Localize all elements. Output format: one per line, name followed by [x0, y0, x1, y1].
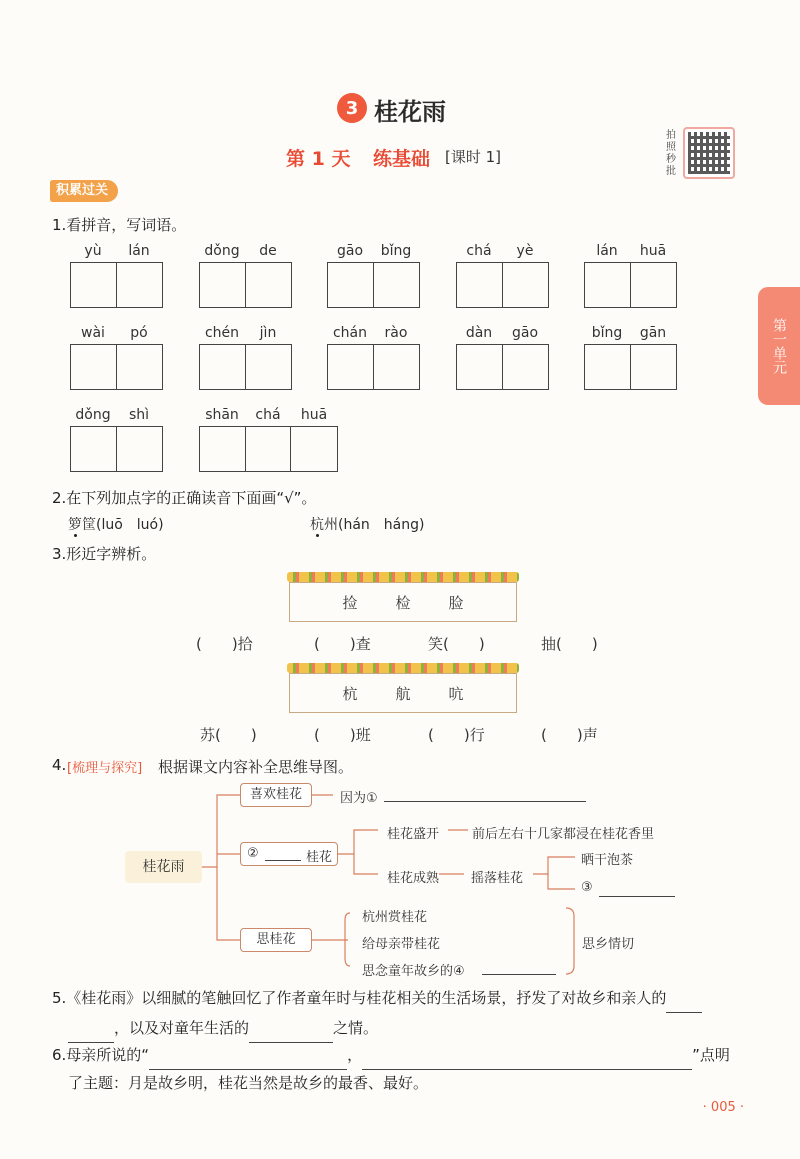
q5-text: 5.《桂花雨》以细腻的笔触回忆了作者童年时与桂花相关的生活场景，抒发了对故乡和亲人的 [52, 989, 667, 1007]
char: 航 [395, 684, 411, 703]
q6-line-2: 了主题：月是故乡明，桂花当然是故乡的最香、最好。 [68, 1074, 429, 1092]
emphasis-dot [316, 534, 319, 537]
blank-3-label: ③ [581, 880, 593, 895]
q4-tag: [梳理与探究] [67, 761, 143, 776]
pinyin-syllable: chá [255, 407, 281, 423]
writing-cell[interactable] [328, 345, 374, 389]
node2-prefix: ② [247, 846, 259, 861]
writing-cell[interactable] [71, 263, 117, 307]
pinyin-syllable: yè [516, 243, 534, 259]
ripe-label: 桂花成熟 [387, 871, 440, 886]
writing-box[interactable] [327, 344, 420, 390]
bloom-label: 桂花盛开 [387, 827, 440, 842]
writing-box[interactable] [70, 426, 163, 472]
pinyin-syllable: wài [81, 325, 105, 341]
fill-blank[interactable]: ( )拾 [196, 635, 253, 653]
q6-line-1 [52, 1040, 730, 1070]
q2-item-2[interactable]: 杭州(hán háng) [310, 517, 425, 533]
writing-cell[interactable] [200, 427, 246, 471]
unit-tab[interactable]: 第一单元 [758, 287, 800, 405]
char: 检 [395, 593, 411, 612]
pinyin-syllable: gān [639, 325, 667, 341]
writing-cell[interactable] [503, 345, 549, 389]
pinyin-syllable: shān [205, 407, 239, 423]
qr-code[interactable] [683, 127, 735, 179]
char-box-2 [289, 673, 517, 713]
mindmap-node-miss: 思桂花 [240, 928, 312, 952]
q5-line-1 [52, 983, 716, 1013]
mindmap-node-like: 喜欢桂花 [240, 783, 312, 807]
pinyin-syllable: bǐng [380, 243, 412, 259]
writing-box[interactable] [584, 344, 677, 390]
writing-cell[interactable] [585, 263, 631, 307]
lesson-title: 桂花雨 [374, 98, 446, 126]
blank-3[interactable] [599, 882, 675, 897]
writing-cell[interactable] [328, 263, 374, 307]
bloom-detail: 前后左右十几家都浸在桂花香里 [472, 827, 655, 842]
lesson-number-badge: 3 [337, 93, 367, 123]
fill-blank[interactable]: ( )班 [314, 726, 371, 744]
q5-text: ，以及对童年生活的 [114, 1019, 250, 1037]
pinyin-syllable: bǐng [591, 325, 623, 341]
pinyin-syllable: pó [130, 325, 148, 341]
fill-blank[interactable]: ( )声 [541, 726, 598, 744]
writing-cell[interactable] [457, 345, 503, 389]
char: 捡 [342, 593, 358, 612]
pinyin-syllable: shì [128, 407, 150, 423]
pinyin-syllable: dàn [465, 325, 493, 341]
writing-box[interactable] [199, 426, 338, 472]
pinyin-syllable: huā [300, 407, 328, 423]
q4-title: 根据课文内容补全思维导图。 [158, 758, 354, 776]
pinyin-syllable: chén [204, 325, 240, 341]
writing-cell[interactable] [457, 263, 503, 307]
writing-box[interactable] [70, 344, 163, 390]
shake-label: 摇落桂花 [471, 871, 524, 886]
list-item: 杭州赏桂花 [362, 910, 428, 925]
qr-label: 拍照秒批 [666, 130, 676, 177]
blank-q5-1[interactable] [666, 998, 702, 1013]
pinyin-syllable: dǒng [204, 243, 240, 259]
blank-2[interactable] [265, 846, 301, 861]
writing-cell[interactable] [117, 345, 163, 389]
q4-number: 4. [52, 756, 67, 774]
pinyin-syllable: chán [332, 325, 368, 341]
q5-line-2 [68, 1013, 378, 1043]
flower-border [287, 663, 519, 673]
writing-cell[interactable] [374, 263, 420, 307]
writing-box[interactable] [584, 262, 677, 308]
fill-blank[interactable]: 苏( ) [200, 726, 257, 744]
char: 脸 [448, 593, 464, 612]
day-subtitle: 练基础 [373, 148, 431, 170]
pinyin-syllable: gāo [336, 243, 364, 259]
fill-blank[interactable]: ( )行 [428, 726, 485, 744]
q6-text: 6.母亲所说的“ [52, 1046, 150, 1064]
writing-cell[interactable] [246, 345, 292, 389]
blank-1[interactable] [384, 787, 586, 802]
q2-title: 2.在下列加点字的正确读音下面画“√”。 [52, 489, 317, 507]
writing-cell[interactable] [200, 263, 246, 307]
writing-cell[interactable] [631, 345, 677, 389]
fill-blank[interactable]: ( )查 [314, 635, 371, 653]
q3-title: 3.形近字辨析。 [52, 545, 157, 563]
writing-box[interactable] [199, 262, 292, 308]
q1-title: 1.看拼音，写词语。 [52, 216, 187, 234]
pinyin-syllable: rào [384, 325, 408, 341]
writing-box[interactable] [456, 262, 549, 308]
reason-label: 因为① [340, 791, 378, 806]
pinyin-syllable: jìn [259, 325, 277, 341]
list-item: 思念童年故乡的④ [362, 964, 465, 979]
writing-cell[interactable] [291, 427, 337, 471]
pinyin-syllable: lán [128, 243, 150, 259]
fill-blank[interactable]: 抽( ) [541, 635, 598, 653]
writing-cell[interactable] [631, 263, 677, 307]
writing-cell[interactable] [503, 263, 549, 307]
list-item: 给母亲带桂花 [362, 937, 441, 952]
period-label: [课时 1] [445, 148, 502, 166]
q6-text: ， [347, 1046, 363, 1064]
char-box-1 [289, 582, 517, 622]
pinyin-syllable: dǒng [75, 407, 111, 423]
flower-border [287, 572, 519, 582]
pinyin-syllable: huā [639, 243, 667, 259]
char: 吭 [448, 684, 464, 703]
page-number: · 005 · [702, 1100, 744, 1115]
char: 杭 [342, 684, 358, 703]
pinyin-syllable: chá [466, 243, 492, 259]
writing-box[interactable] [456, 344, 549, 390]
homesick-label: 思乡情切 [582, 937, 635, 952]
writing-cell[interactable] [117, 427, 163, 471]
emphasis-dot [74, 534, 77, 537]
q5-text: 之情。 [333, 1019, 379, 1037]
q6-text: ”点明 [692, 1046, 730, 1064]
writing-cell[interactable] [71, 345, 117, 389]
writing-cell[interactable] [585, 345, 631, 389]
writing-box[interactable] [70, 262, 163, 308]
writing-cell[interactable] [374, 345, 420, 389]
pinyin-syllable: lán [596, 243, 618, 259]
pinyin-syllable: gāo [511, 325, 539, 341]
writing-box[interactable] [327, 262, 420, 308]
pinyin-syllable: yù [84, 243, 102, 259]
writing-box[interactable] [199, 344, 292, 390]
dry-tea-label: 晒干泡茶 [581, 853, 634, 868]
q2-item-1[interactable]: 箩筐(luō luó) [68, 517, 164, 533]
pinyin-syllable: de [259, 243, 277, 259]
fill-blank[interactable]: 笑( ) [428, 635, 485, 653]
mindmap-root: 桂花雨 [125, 851, 202, 883]
writing-cell[interactable] [117, 263, 163, 307]
day-title: 第 1 天 [286, 148, 351, 170]
writing-cell[interactable] [71, 427, 117, 471]
writing-cell[interactable] [246, 427, 292, 471]
writing-cell[interactable] [246, 263, 292, 307]
blank-4[interactable] [482, 960, 556, 975]
node2-suffix: 桂花 [306, 850, 333, 865]
section-badge: 积累过关 [50, 180, 118, 202]
writing-cell[interactable] [200, 345, 246, 389]
